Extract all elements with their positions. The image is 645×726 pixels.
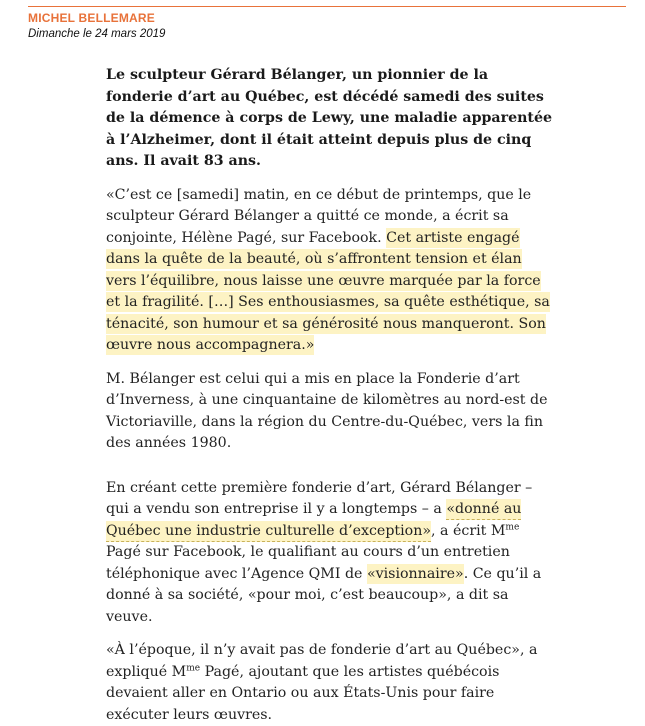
article-lede: Le sculpteur Gérard Bélanger, un pionnier de la fonderie d’art au Québec, est décédé samedi des suites de la démence à corps de Lewy, une maladie apparentée à l’Alzheimer, dont il était atteint depuis plus de cinq ans. Il avait 83 ans. [106, 67, 553, 169]
paragraph-text: , a écrit M [431, 522, 506, 539]
article-paragraph [106, 640, 556, 726]
paragraph-text: «À l’époque, il n’y avait pas de fonderie d’art au Québec», a expliqué M [106, 642, 538, 680]
highlighted-quote: «donné au Québec une industrie culturelle d’exception» [106, 499, 521, 542]
header-rule [28, 6, 626, 7]
highlighted-quote: Cet artiste engagé dans la quête de la beauté, où s’affrontent tension et élan vers l’équilibre, nous laisse une œuvre marquée par la force et la fragilité. […] Ses enthousiasmes, sa quête esthétique, sa ténacité, son humour et sa générosité nous manqueront. Son œuvre nous accompagnera.» [106, 229, 550, 353]
publication-date: Dimanche le 24 mars 2019 [28, 28, 166, 40]
paragraph-text: Pagé, ajoutant que les artistes québécois devaient aller en Ontario ou aux États-Unis pour faire exécuter leurs œuvres. [106, 663, 500, 723]
article-paragraph: M. Bélanger est celui qui a mis en place la Fonderie d’art d’Inverness, à une cinquantaine de kilomètres au nord-est de Victoriaville, dans la région du Centre-du-Québec, vers la fin des années 1980. [106, 370, 548, 451]
paragraph-text: . Ce qu’il a donné à sa société, «pour moi, c’est beaucoup», a dit sa veuve. [106, 565, 542, 625]
paragraph-text: Pagé sur Facebook, le qualifiant au cours d’un entretien téléphonique avec l’Agence QMI de [106, 544, 510, 582]
article-paragraph [106, 185, 556, 357]
paragraph-text: En créant cette première fonderie d’art, Gérard Bélanger – qui a vendu son entreprise il y a longtemps – a [106, 479, 533, 517]
article-body [106, 65, 556, 726]
article-paragraph [106, 478, 556, 629]
author-byline: MICHEL BELLEMARE [28, 11, 155, 25]
highlighted-quote: «visionnaire» [366, 565, 464, 582]
title-superscript: me [505, 521, 520, 532]
title-superscript: me [186, 662, 201, 673]
quote-text: «C’est ce [samedi] matin, en ce début de printemps, que le sculpteur Gérard Bélanger a quitté ce monde, a écrit sa conjointe, Hélène Pagé, sur Facebook. [106, 186, 532, 246]
